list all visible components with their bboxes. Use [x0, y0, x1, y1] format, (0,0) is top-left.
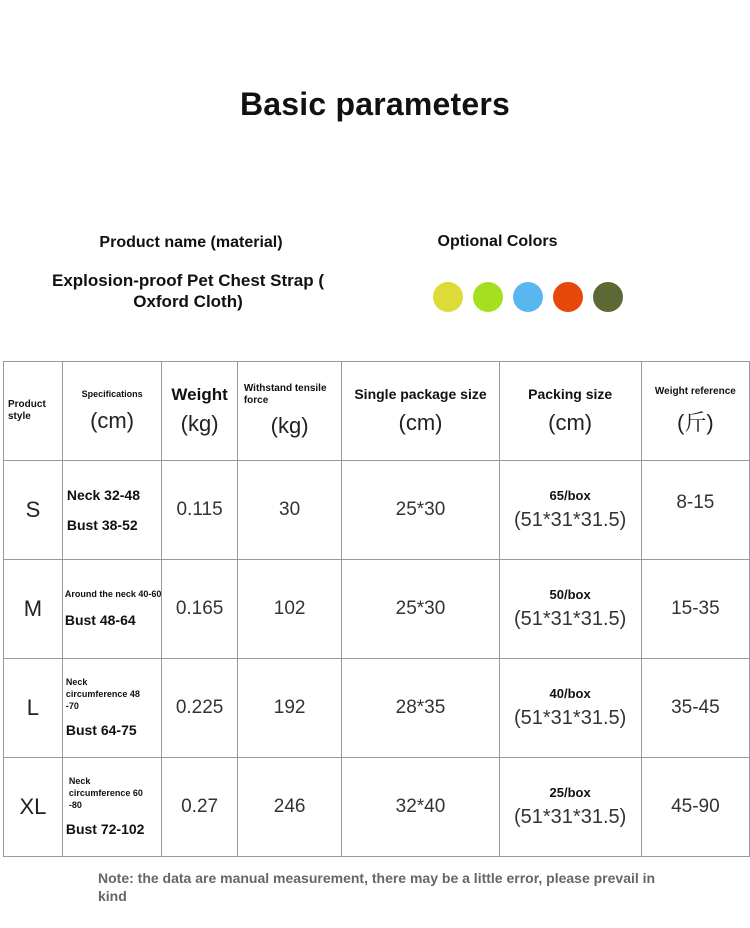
- style-cell: S: [4, 461, 63, 560]
- header-packing-size: Packing size (cm): [499, 362, 641, 461]
- color-swatch-lime[interactable]: [473, 282, 503, 312]
- table-row: [4, 758, 750, 857]
- product-name-value: [36, 270, 340, 312]
- table-header-row: [4, 362, 750, 461]
- optional-colors-label: Optional Colors: [437, 233, 558, 250]
- spec-cell: Neck circumference 48 -70 Bust 64-75: [62, 659, 162, 758]
- parameters-table: [3, 361, 750, 857]
- product-name-line-1: Explosion-proof Pet Chest Strap (: [51, 271, 325, 290]
- table-row: [4, 560, 750, 659]
- table-row: [4, 659, 750, 758]
- weight-cell: 0.115: [162, 461, 237, 560]
- header-product-style: Product style: [4, 362, 63, 461]
- packing-cell: 25/box (51*31*31.5): [499, 758, 641, 857]
- weight-ref-cell: 35-45: [641, 659, 749, 758]
- single-size-cell: 25*30: [342, 560, 499, 659]
- measurement-note: Note: the data are manual measurement, there may be a little error, please prevail in kind: [98, 870, 656, 904]
- packing-cell: 65/box (51*31*31.5): [499, 461, 641, 560]
- color-swatch-olive[interactable]: [593, 282, 623, 312]
- color-swatch-yellow[interactable]: [433, 282, 463, 312]
- style-cell: L: [4, 659, 63, 758]
- weight-cell: 0.225: [162, 659, 237, 758]
- header-tensile-force: Withstand tensile force (kg): [237, 362, 342, 461]
- tensile-cell: 30: [237, 461, 342, 560]
- header-weight-reference: Weight reference (斤): [641, 362, 749, 461]
- weight-ref-cell: 15-35: [641, 560, 749, 659]
- weight-ref-cell: 45-90: [641, 758, 749, 857]
- color-swatches: [433, 282, 623, 312]
- packing-cell: 40/box (51*31*31.5): [499, 659, 641, 758]
- weight-cell: 0.27: [162, 758, 237, 857]
- header-specifications: Specifications (cm): [62, 362, 162, 461]
- style-cell: XL: [4, 758, 63, 857]
- table-row: [4, 461, 750, 560]
- style-cell: M: [4, 560, 63, 659]
- tensile-cell: 246: [237, 758, 342, 857]
- header-single-package-size: Single package size (cm): [342, 362, 499, 461]
- product-name-line-2: Oxford Cloth): [133, 292, 243, 311]
- single-size-cell: 32*40: [342, 758, 499, 857]
- header-weight: Weight (kg): [162, 362, 237, 461]
- weight-ref-cell: 8-15: [641, 461, 749, 560]
- spec-cell: Neck 32-48 Bust 38-52: [62, 461, 162, 560]
- weight-cell: 0.165: [162, 560, 237, 659]
- color-swatch-orange-red[interactable]: [553, 282, 583, 312]
- spec-cell: Around the neck 40-60 Bust 48-64: [62, 560, 162, 659]
- page-title: Basic parameters: [239, 86, 511, 122]
- single-size-cell: 25*30: [342, 461, 499, 560]
- packing-cell: 50/box (51*31*31.5): [499, 560, 641, 659]
- color-swatch-sky-blue[interactable]: [513, 282, 543, 312]
- spec-cell: Neck circumference 60 -80 Bust 72-102: [62, 758, 162, 857]
- tensile-cell: 192: [237, 659, 342, 758]
- tensile-cell: 102: [237, 560, 342, 659]
- single-size-cell: 28*35: [342, 659, 499, 758]
- product-name-label: Product name (material): [99, 234, 283, 251]
